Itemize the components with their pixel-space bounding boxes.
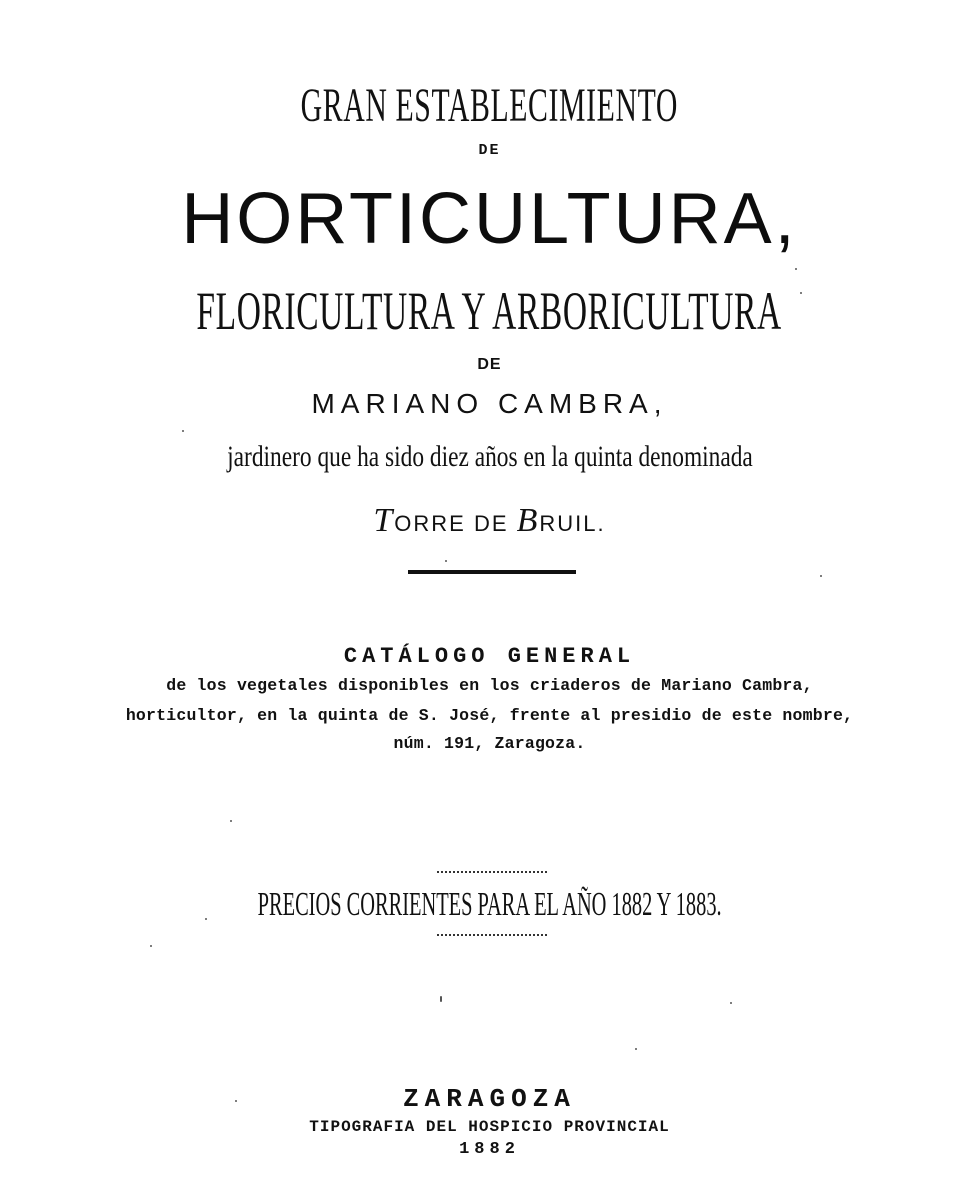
imprint-year: 1882 — [459, 1140, 520, 1159]
scan-speck — [440, 996, 442, 1002]
scan-speck — [230, 820, 232, 822]
scan-speck — [445, 560, 447, 562]
heading-horticultura: HORTICULTURA, — [181, 179, 798, 259]
catalog-heading: CATÁLOGO GENERAL — [343, 644, 636, 669]
scan-speck — [635, 1048, 637, 1050]
scan-speck — [800, 292, 802, 294]
scan-speck — [235, 1100, 237, 1102]
imprint-city: ZARAGOZA — [403, 1084, 576, 1114]
estate-name: TORRE DE BRUIL. — [373, 502, 606, 539]
scan-speck — [820, 575, 822, 577]
catalog-line-1: de los vegetales disponibles en los criaderos de Mariano Cambra, — [166, 676, 813, 695]
estate-initial-b: B — [516, 502, 540, 539]
heading-floricultura: FLORICULTURA Y ARBORICULTURA — [196, 281, 783, 341]
imprint-printer: TIPOGRAFIA DEL HOSPICIO PROVINCIAL — [309, 1118, 670, 1136]
heading-de-2: DE — [477, 356, 502, 373]
catalog-line-2: horticultor, en la quinta de S. José, frente al presidio de este nombre, — [125, 706, 854, 725]
author-name: MARIANO CAMBRA, — [311, 388, 668, 419]
author-description: jardinero que ha sido diez años en la quinta denominada — [226, 440, 753, 473]
catalog-line-3: núm. 191, Zaragoza. — [393, 734, 586, 753]
scan-speck — [795, 268, 797, 270]
scan-speck — [182, 430, 184, 432]
ornament-top — [437, 871, 547, 875]
divider-rule — [408, 570, 576, 574]
scan-speck — [205, 918, 207, 920]
ornament-bottom — [437, 934, 547, 938]
scan-speck — [730, 1002, 732, 1004]
estate-initial-t: T — [373, 502, 395, 539]
scan-speck — [150, 945, 152, 947]
heading-de-1: DE — [478, 142, 501, 159]
prices-heading: PRECIOS CORRIENTES PARA EL AÑO 1882 Y 1883. — [257, 886, 722, 923]
heading-gran-establecimiento: GRAN ESTABLECIMIENTO — [300, 79, 679, 132]
